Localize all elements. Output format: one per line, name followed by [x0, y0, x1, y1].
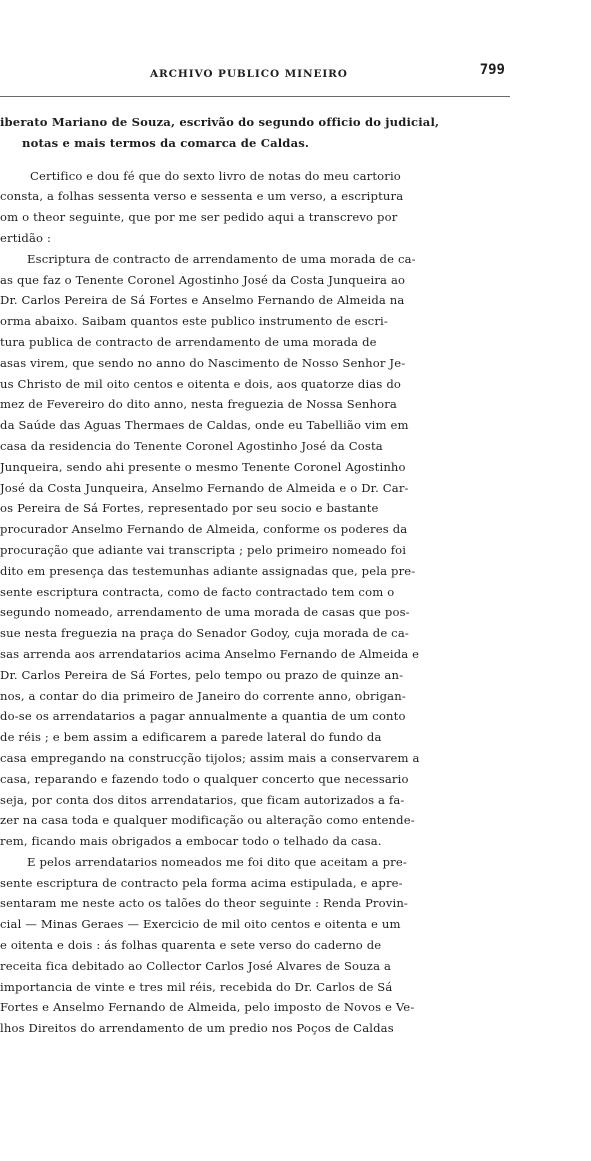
text-line: importancia de vinte e tres mil réis, recebida do Dr. Carlos de Sá — [0, 979, 393, 994]
text-line: tura publica de contracto de arrendamento de uma morada de — [0, 334, 377, 349]
text-line: lhos Direitos do arrendamento de um predio nos Poços de Caldas — [0, 1021, 394, 1036]
text-line: us Christo de mil oito centos e oitenta e dois, aos quatorze dias do — [0, 376, 402, 391]
text-line: casa, reparando e fazendo todo o qualquer concerto que necessario — [0, 771, 409, 786]
text-line: seja, por conta dos ditos arrendatarios, que ficam autorizados a fa- — [0, 792, 405, 807]
text-line: procuração que adiante vai transcripta ; pelo primeiro nomeado foi — [0, 542, 407, 557]
text-line: iberato Mariano de Souza, escrivão do segundo officio do judicial, — [0, 115, 440, 129]
text-line: os Pereira de Sá Fortes, representado por seu socio e bastante — [0, 501, 379, 516]
text-line: Dr. Carlos Pereira de Sá Fortes e Anselmo Fernando de Almeida na — [0, 293, 405, 308]
text-line: dito em presença das testemunhas adiante assignadas que, pela pre- — [0, 563, 416, 578]
text-line: procurador Anselmo Fernando de Almeida, conforme os poderes da — [0, 522, 408, 537]
text-line: José da Costa Junqueira, Anselmo Fernando de Almeida e o Dr. Car- — [0, 480, 409, 495]
text-line: orma abaixo. Saibam quantos este publico instrumento de escri- — [0, 314, 388, 329]
text-line: receita fica debitado ao Collector Carlos José Alvares de Souza a — [0, 958, 392, 973]
text-line: Dr. Carlos Pereira de Sá Fortes, pelo tempo ou prazo de quinze an- — [0, 667, 404, 682]
text-line: cial — Minas Geraes — Exercicio de mil oito centos e oitenta e um — [0, 917, 401, 932]
text-line: da Saúde das Aguas Thermaes de Caldas, onde eu Tabellião vim em — [0, 418, 409, 433]
text-line: ertidão : — [0, 230, 52, 245]
text-line: rem, ficando mais obrigados a embocar todo o telhado da casa. — [0, 834, 382, 849]
text-line: segundo nomeado, arrendamento de uma morada de casas que pos- — [0, 605, 410, 620]
text-line: do-se os arrendatarios a pagar annualmente a quantia de um conto — [0, 709, 406, 724]
text-line: consta, a folhas sessenta verso e sessenta e um verso, a escriptura — [0, 189, 404, 204]
text-line: sas arrenda aos arrendatarios acima Anselmo Fernando de Almeida e — [0, 646, 420, 661]
page-number: 799 — [479, 62, 505, 78]
text-line: zer na casa toda e qualquer modificação ou alteração como entende- — [0, 813, 415, 828]
text-line: E pelos arrendatarios nomeados me foi dito que aceitam a pre- — [27, 854, 407, 869]
text-line: casa da residencia do Tenente Coronel Agostinho José da Costa — [0, 438, 383, 453]
header-rule — [0, 96, 510, 97]
text-line: Junqueira, sendo ahi presente o mesmo Tenente Coronel Agostinho — [0, 459, 406, 474]
text-line: sentaram me neste acto os talões do theor seguinte : Renda Provin- — [0, 896, 408, 911]
text-line: Escriptura de contracto de arrendamento de uma morada de ca- — [27, 251, 416, 266]
page-header — [150, 62, 505, 86]
running-title: ARCHIVO PUBLICO MINEIRO — [150, 68, 348, 80]
text-line: sente escriptura contracta, como de facto contractado tem com o — [0, 584, 395, 599]
text-line: e oitenta e dois : ás folhas quarenta e sete verso do caderno de — [0, 938, 382, 953]
text-line: asas virem, que sendo no anno do Nascimento de Nosso Senhor Je- — [0, 355, 406, 370]
text-line: Fortes e Anselmo Fernando de Almeida, pelo imposto de Novos e Ve- — [0, 1000, 415, 1015]
text-line: de réis ; e bem assim a edificarem a parede lateral do fundo da — [0, 730, 382, 745]
text-line: nos, a contar do dia primeiro de Janeiro do corrente anno, obrigan- — [0, 688, 406, 703]
text-line: sue nesta freguezia na praça do Senador Godoy, cuja morada de ca- — [0, 626, 409, 641]
text-line: casa empregando na construcção tijolos; assim mais a conservarem a — [0, 750, 420, 765]
text-line: as que faz o Tenente Coronel Agostinho José da Costa Junqueira ao — [0, 272, 406, 287]
paragraph-gap — [0, 154, 510, 166]
text-line: om o theor seguinte, que por me ser pedido aqui a transcrevo por — [0, 210, 398, 225]
text-line: notas e mais termos da comarca de Caldas. — [22, 135, 310, 150]
text-line: sente escriptura de contracto pela forma acima estipulada, e apre- — [0, 875, 403, 890]
text-line: mez de Fevereiro do dito anno, nesta freguezia de Nossa Senhora — [0, 397, 397, 412]
text-line: Certifico e dou fé que do sexto livro de notas do meu cartorio — [30, 168, 401, 183]
body-text — [0, 112, 510, 1039]
